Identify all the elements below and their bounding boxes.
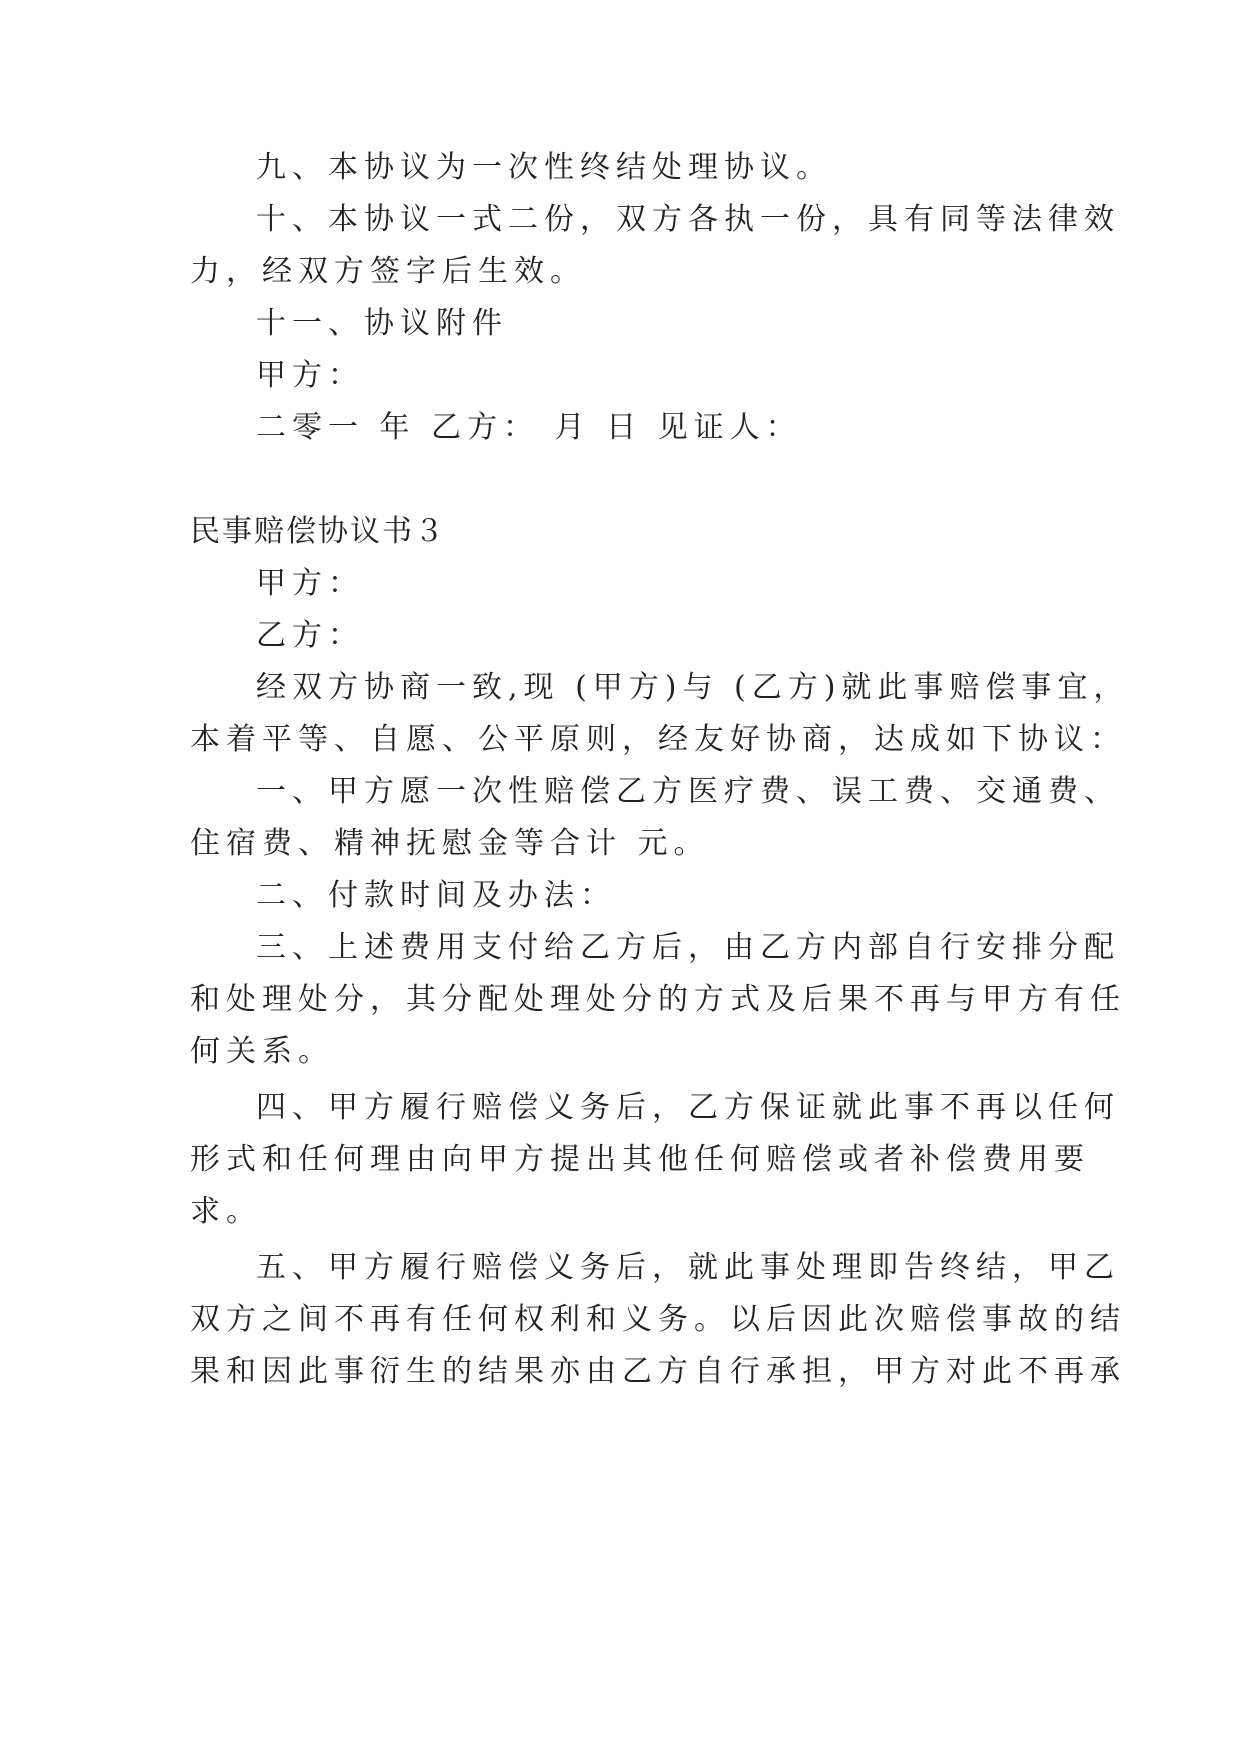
clause-11: 十一、协议附件: [256, 306, 508, 341]
clause-2: 二、付款时间及办法：: [256, 878, 616, 913]
clause-4-line-2: 形式和任何理由向甲方提出其他任何赔偿或者补偿费用要: [190, 1142, 1090, 1177]
clause-5-line-2: 双方之间不再有任何权利和义务。以后因此次赔偿事故的结: [190, 1302, 1126, 1337]
clause-4-line-1: 四、甲方履行赔偿义务后，乙方保证就此事不再以任何: [256, 1090, 1120, 1125]
preamble-line-2: 本着平等、自愿、公平原则，经友好协商，达成如下协议：: [190, 722, 1126, 757]
preamble-line-1: 经双方协商一致,现 (甲方)与 (乙方)就此事赔偿事宜，: [256, 670, 1130, 705]
clause-1-line-2: 住宿费、精神抚慰金等合计 元。: [190, 826, 710, 861]
clause-4-line-3: 求。: [190, 1194, 262, 1229]
clause-5-line-1: 五、甲方履行赔偿义务后，就此事处理即告终结，甲乙: [256, 1250, 1120, 1285]
clause-3-line-1: 三、上述费用支付给乙方后，由乙方内部自行安排分配: [256, 930, 1120, 965]
clause-3-line-3: 何关系。: [190, 1034, 334, 1069]
date-signature-line: 二零一 年 乙方： 月 日 见证人：: [256, 410, 802, 445]
clause-5-line-3: 果和因此事衍生的结果亦由乙方自行承担，甲方对此不再承: [190, 1354, 1126, 1389]
party-a-label: 甲方：: [256, 566, 364, 601]
party-b-label: 乙方：: [256, 618, 364, 653]
clause-10: 十、本协议一式二份，双方各执一份，具有同等法律效: [256, 202, 1120, 237]
section-title: 民事赔偿协议书３: [190, 514, 446, 549]
clause-3-line-2: 和处理处分，其分配处理处分的方式及后果不再与甲方有任: [190, 982, 1126, 1017]
party-a-signature-line: 甲方：: [256, 358, 364, 393]
clause-1-line-1: 一、甲方愿一次性赔偿乙方医疗费、误工费、交通费、: [256, 774, 1120, 809]
clause-9: 九、本协议为一次性终结处理协议。: [256, 150, 832, 185]
clause-10-continued: 力，经双方签字后生效。: [190, 254, 586, 289]
